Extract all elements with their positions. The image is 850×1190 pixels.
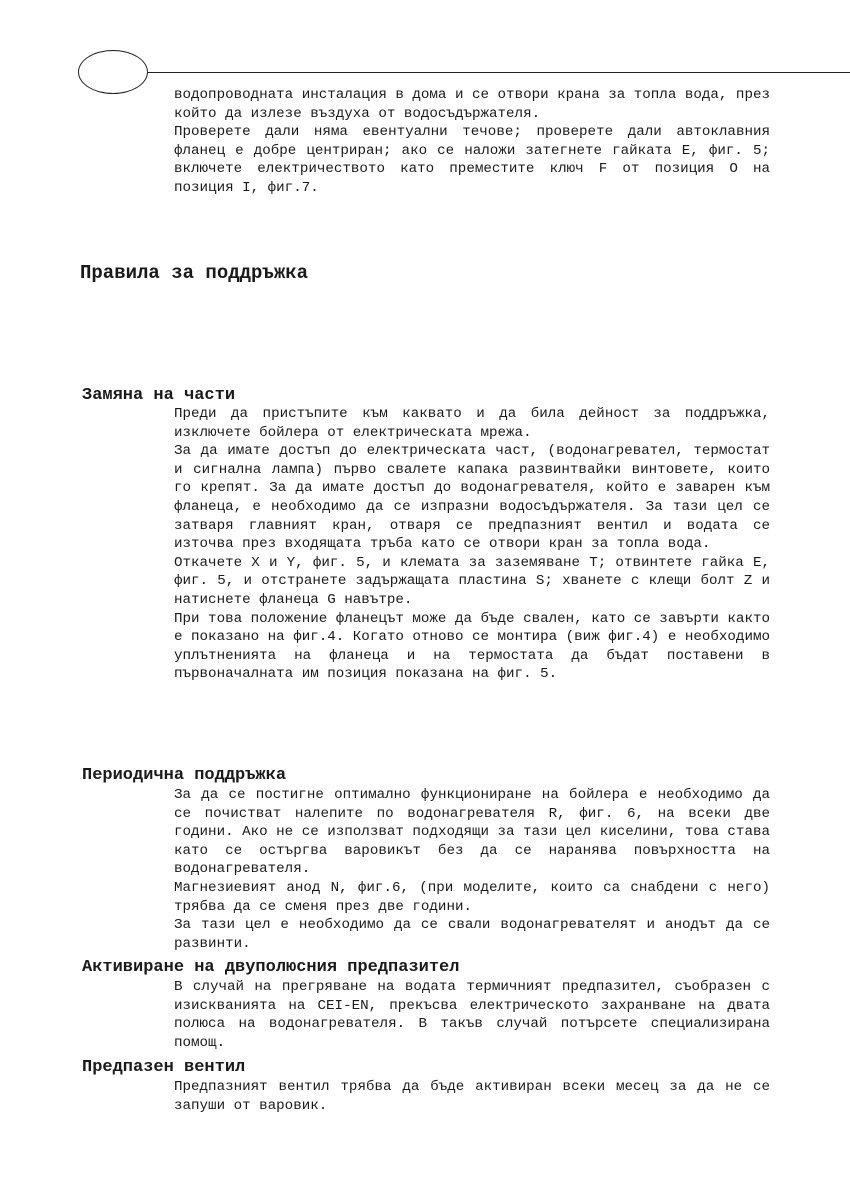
replace-paragraph-4: При това положение фланецът може да бъде свален, като се завърти както е показано на фиг.4. Когато отново се монтира (виж фиг.4) е необходимо уплътненията на фланеца и на термостата да бъдат поставени в първоначалната им позиция показана на фиг. 5.: [174, 610, 770, 683]
intro-block: [174, 86, 770, 198]
header-rule: [148, 72, 850, 73]
periodic-paragraph-1: За да се постигне оптимално функциониране на бойлера е необходимо да се почистват налепите по водонагревателя R, фиг. 6, на всеки две години. Ако не се използват подходящи за тази цел киселини, това става като се остъргва варовикът без да се наранява повърхността на водонагревателя.: [174, 787, 770, 878]
section-heading-fuse: Активиране на двуполюсния предпазител: [82, 958, 460, 977]
page-number-oval: [78, 50, 148, 94]
fuse-paragraph-1: В случай на прегряване на водата термичният предпазител, съобразен с изискванията на CEI-EN, прекъсва електрическото захранване на двата полюса на водонагревателя. В такъв случай потърсете специализирана помощ.: [174, 979, 770, 1051]
periodic-paragraph-3: За тази цел е необходимо да се свали водонагревателят и анодът да се развинти.: [174, 917, 770, 952]
section-heading-periodic: Периодична поддръжка: [82, 766, 287, 785]
fuse-block: [174, 978, 770, 1052]
intro-paragraph-1: водопроводната инсталация в дома и се отвори крана за топла вода, през който да излезе въздуха от водосъдържателя.: [174, 87, 770, 122]
intro-paragraph-2: Проверете дали няма евентуални течове; проверете дали автоклавния фланец е добре центриран; ако се наложи затегнете гайката E, фиг. 5; включете електричеството като преместите ключ F от позиция O на позиция I, фиг.7.: [174, 124, 770, 196]
periodic-paragraph-2: Магнезиевият анод N, фиг.6, (при моделите, които са снабдени с него) трябва да се сменя през две години.: [174, 879, 770, 915]
valve-block: [174, 1078, 770, 1115]
valve-paragraph-1: Предпазният вентил трябва да бъде активиран всеки месец за да не се запуши от варовик.: [174, 1079, 770, 1114]
periodic-block: [174, 786, 770, 953]
page-title: Правила за поддръжка: [80, 262, 309, 284]
section-heading-valve: Предпазен вентил: [82, 1058, 246, 1077]
replace-block: [174, 405, 770, 684]
replace-paragraph-3: Откачете X и Y, фиг. 5, и клемата за заземяване T; отвинтете гайка E, фиг. 5, и отстранете задържащата пластина S; хванете с клещи болт Z и натиснете фланеца G навътре.: [174, 554, 770, 608]
replace-paragraph-1: Преди да пристъпите към каквато и да била дейност за поддръжка, изключете бойлера от електрическата мрежа.: [174, 406, 770, 441]
replace-paragraph-2: За да имате достъп до електрическата част, (водонагревател, термостат и сигнална лампа) първо свалете капака развинтвайки винтовете, които го крепят. За да имате достъп до водонагревателя, който е заварен към фланеца, е необходимо да се изпразни водосъдържателя. За тази цел се затваря главният кран, отваря се предпазният вентил и водата се източва през входящата тръба като се отвори кран за топла вода.: [174, 443, 770, 553]
section-heading-replace: Замяна на части: [82, 386, 236, 405]
